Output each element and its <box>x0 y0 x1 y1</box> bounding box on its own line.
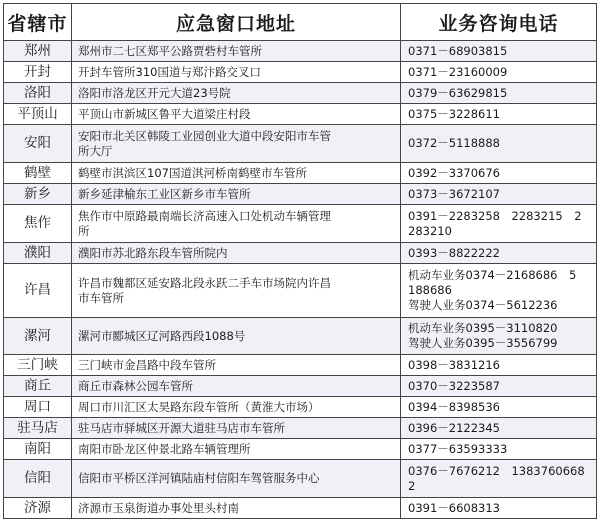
city-cell: 鹤壁 <box>4 163 72 184</box>
phone-cell <box>401 397 597 418</box>
address-line: 开封车管所310国道与郑汴路交叉口 <box>78 64 261 79</box>
phone-cell <box>401 41 597 62</box>
table-row <box>4 243 597 264</box>
table-row <box>4 397 597 418</box>
table-row <box>4 184 597 205</box>
city-cell: 焦作 <box>4 205 72 243</box>
city-cell: 平顶山 <box>4 104 72 125</box>
city-cell: 商丘 <box>4 376 72 397</box>
phone-cell <box>401 318 597 355</box>
address-line: 驻马店市驿城区开源大道驻马店市车管所 <box>78 420 285 435</box>
city-cell: 濮阳 <box>4 243 72 264</box>
address-line: 郑州市二七区郑平公路贾砦村车管所 <box>78 43 262 58</box>
header-address: 应急窗口地址 <box>72 4 401 41</box>
phone-cell <box>401 62 597 83</box>
phone-line: 2 <box>408 478 416 493</box>
header-city: 省辖市 <box>4 4 72 41</box>
city-cell: 信阳 <box>4 460 72 498</box>
address-line: 周口市川汇区太昊路东段车管所（黄淮大市场） <box>78 399 320 414</box>
address-line: 平顶山市新城区鲁平大道梁庄村段 <box>78 106 251 121</box>
address-line: 许昌市魏都区延安路北段永跃二手车市场院内许昌 <box>78 275 331 290</box>
city-cell: 南阳 <box>4 439 72 460</box>
table-row <box>4 498 597 519</box>
phone-line: 0377－63593333 <box>408 441 508 456</box>
table-row <box>4 41 597 62</box>
table-row <box>4 205 597 243</box>
phone-line: 0391－2283258 2283215 2 <box>408 208 582 223</box>
table-row <box>4 418 597 439</box>
address-cell <box>72 184 401 205</box>
phone-cell <box>401 376 597 397</box>
table-row <box>4 460 597 498</box>
address-cell <box>72 41 401 62</box>
address-cell <box>72 418 401 439</box>
address-cell <box>72 163 401 184</box>
table-body <box>4 41 597 519</box>
phone-line: 0373－3672107 <box>408 186 500 201</box>
phone-cell <box>401 355 597 376</box>
phone-line: 0391－6608313 <box>408 500 500 515</box>
address-cell <box>72 318 401 355</box>
city-cell: 驻马店 <box>4 418 72 439</box>
city-cell: 济源 <box>4 498 72 519</box>
city-cell: 三门峡 <box>4 355 72 376</box>
table-row <box>4 355 597 376</box>
vehicle-office-table <box>3 3 597 519</box>
city-cell: 开封 <box>4 62 72 83</box>
address-line: 济源市玉泉街道办事处里头村南 <box>78 500 239 515</box>
phone-line: 机动车业务0374－2168686 5 <box>408 268 577 282</box>
table-row <box>4 125 597 163</box>
address-line: 漯河市郾城区辽河路西段1088号 <box>78 328 246 343</box>
phone-line: 188686 <box>408 283 452 297</box>
table-row <box>4 83 597 104</box>
phone-cell <box>401 104 597 125</box>
phone-cell <box>401 184 597 205</box>
address-cell <box>72 264 401 318</box>
address-line: 市车管所 <box>78 290 124 305</box>
phone-cell <box>401 264 597 318</box>
table-row <box>4 264 597 318</box>
address-line: 所大厅 <box>78 143 113 158</box>
address-cell <box>72 355 401 376</box>
phone-line: 0398－3831216 <box>408 357 500 372</box>
table-row <box>4 318 597 355</box>
phone-cell <box>401 418 597 439</box>
phone-cell <box>401 125 597 163</box>
table-row <box>4 163 597 184</box>
address-cell <box>72 205 401 243</box>
address-line: 商丘市森林公园车管所 <box>78 378 193 393</box>
city-cell: 安阳 <box>4 125 72 163</box>
phone-cell <box>401 83 597 104</box>
phone-cell <box>401 163 597 184</box>
address-line: 洛阳市洛龙区开元大道23号院 <box>78 85 231 100</box>
address-cell <box>72 243 401 264</box>
address-cell <box>72 104 401 125</box>
city-cell: 许昌 <box>4 264 72 318</box>
phone-cell <box>401 460 597 498</box>
city-cell: 洛阳 <box>4 83 72 104</box>
phone-cell <box>401 243 597 264</box>
phone-line: 0376－7676212 1383760668 <box>408 463 585 478</box>
address-line: 南阳市卧龙区仲景北路车辆管理所 <box>78 441 251 456</box>
phone-line: 0372－5118888 <box>408 136 500 150</box>
address-line: 三门峡市金昌路中段车管所 <box>78 357 216 372</box>
address-line: 焦作市中原路最南端长济高速入口处机动车辆管理 <box>78 208 331 223</box>
phone-line: 驾驶人业务0374－5612236 <box>408 298 558 312</box>
address-line: 新乡延津榆东工业区新乡市车管所 <box>78 186 251 201</box>
address-cell <box>72 62 401 83</box>
table-row <box>4 376 597 397</box>
address-line: 安阳市北关区韩陵工业园创业大道中段安阳市车管 <box>78 128 331 143</box>
phone-line: 机动车业务0395－3110820 <box>408 321 558 335</box>
address-cell <box>72 498 401 519</box>
address-cell <box>72 83 401 104</box>
address-line: 濮阳市苏北路东段车管所院内 <box>78 245 228 260</box>
phone-line: 0370－3223587 <box>408 378 500 393</box>
table-row <box>4 439 597 460</box>
phone-line: 0393－8822222 <box>408 245 500 260</box>
phone-line: 0371－68903815 <box>408 43 508 58</box>
address-cell <box>72 439 401 460</box>
address-line: 所 <box>78 223 90 238</box>
phone-cell <box>401 498 597 519</box>
city-cell: 新乡 <box>4 184 72 205</box>
address-cell <box>72 460 401 498</box>
phone-line: 0392－3370676 <box>408 165 500 180</box>
phone-line: 0379－63629815 <box>408 85 508 100</box>
address-line: 鹤壁市淇滨区107国道淇河桥南鹤壁市车管所 <box>78 165 307 180</box>
table-row <box>4 104 597 125</box>
phone-line: 0396－2122345 <box>408 420 500 435</box>
address-cell <box>72 125 401 163</box>
address-line: 信阳市平桥区洋河镇陆庙村信阳车驾管服务中心 <box>78 471 320 485</box>
address-cell <box>72 397 401 418</box>
phone-line: 0371－23160009 <box>408 64 508 79</box>
address-cell <box>72 376 401 397</box>
phone-line: 驾驶人业务0395－3556799 <box>408 336 558 350</box>
header-row <box>4 4 597 41</box>
city-cell: 漯河 <box>4 318 72 355</box>
phone-cell <box>401 205 597 243</box>
city-cell: 周口 <box>4 397 72 418</box>
city-cell: 郑州 <box>4 41 72 62</box>
phone-line: 0375－3228611 <box>408 106 500 121</box>
phone-line: 283210 <box>408 223 452 238</box>
header-phone: 业务咨询电话 <box>401 4 597 41</box>
phone-cell <box>401 439 597 460</box>
table-row <box>4 62 597 83</box>
phone-line: 0394－8398536 <box>408 399 500 414</box>
